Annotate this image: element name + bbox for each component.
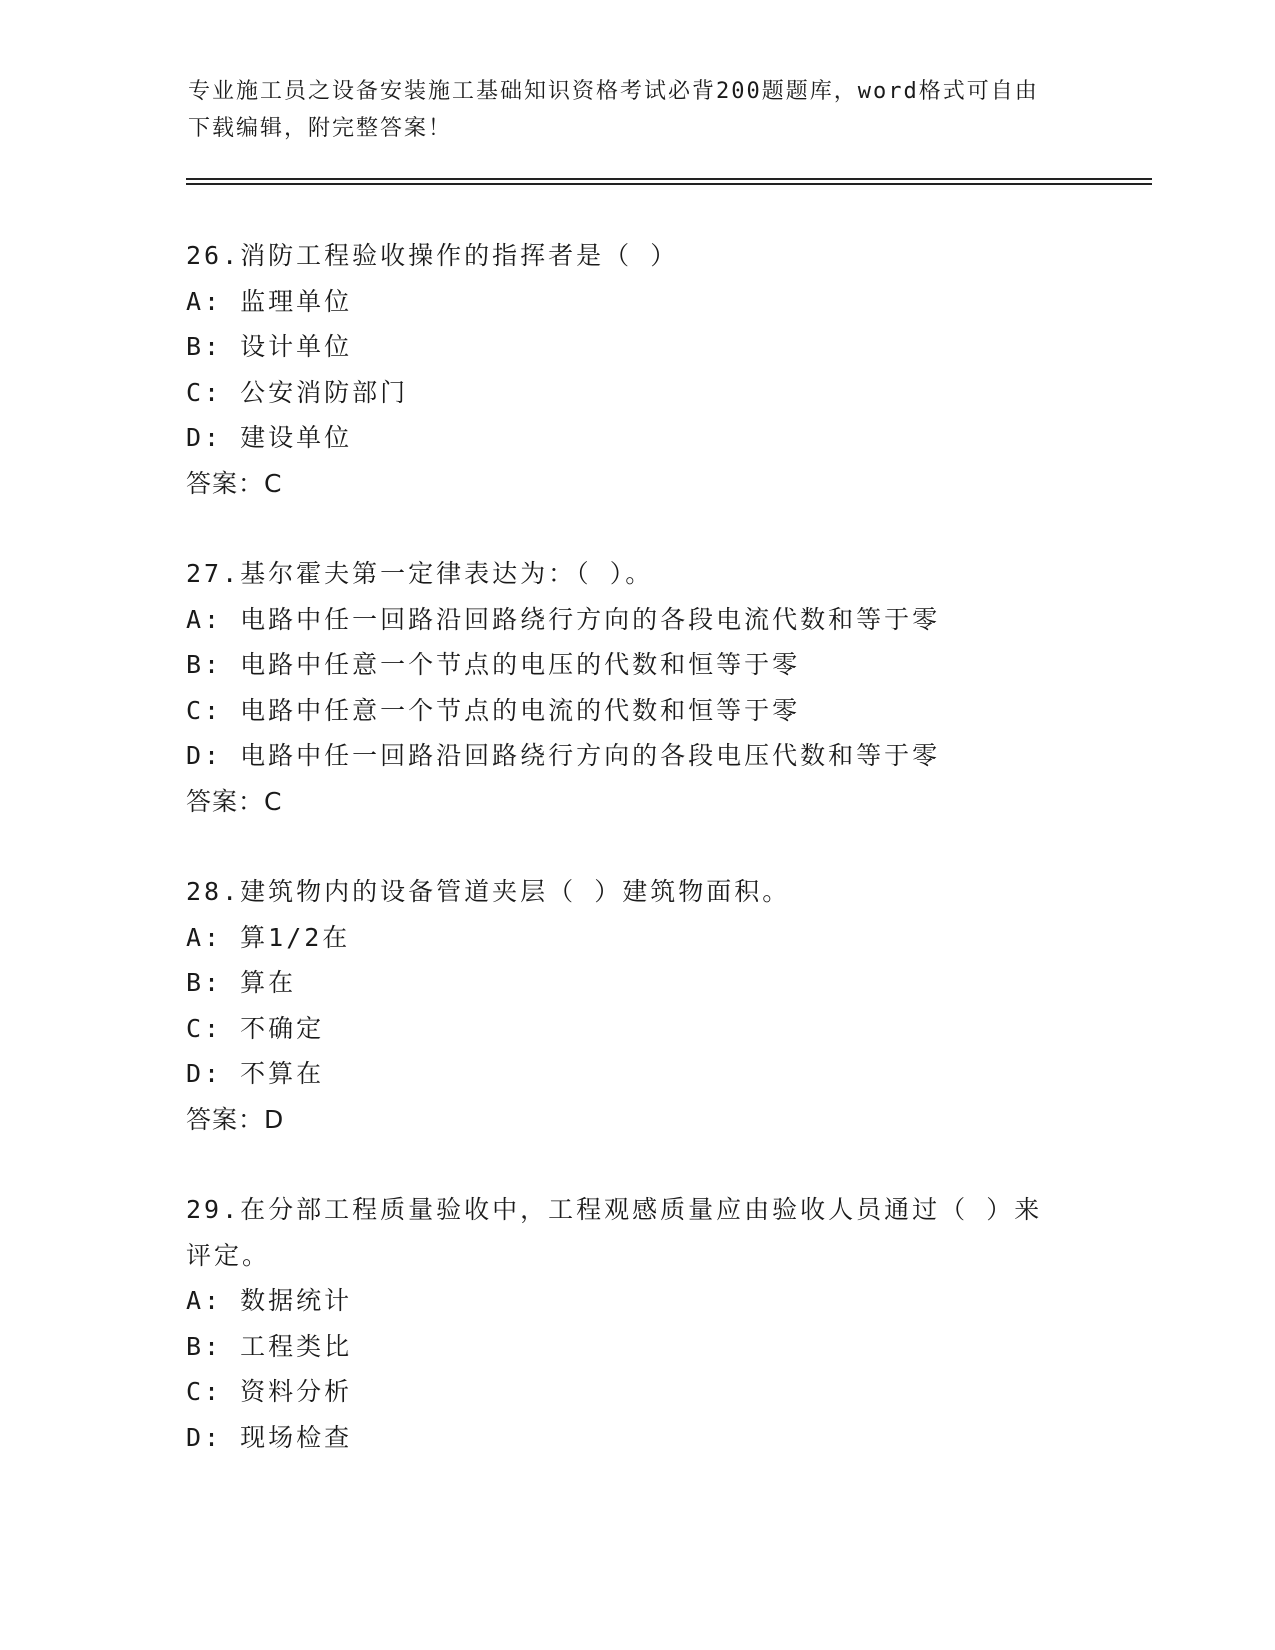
option-c: C: 不确定 xyxy=(186,1013,325,1043)
question-stem: 26.消防工程验收操作的指挥者是（ ） xyxy=(186,241,679,270)
answer-line: 答案：D xyxy=(186,1104,285,1134)
question-29 xyxy=(186,1187,1086,1460)
option-d: D: 不算在 xyxy=(186,1059,325,1088)
option-b: B: 工程类比 xyxy=(186,1331,353,1361)
header-divider-bottom xyxy=(186,183,1152,185)
option-b: B: 设计单位 xyxy=(186,332,353,361)
answer-line: 答案：C xyxy=(186,468,283,498)
option-c: C: 公安消防部门 xyxy=(186,377,409,407)
header-divider-top xyxy=(186,178,1152,180)
option-d: D: 建设单位 xyxy=(186,423,353,452)
header-line-1: 专业施工员之设备安装施工基础知识资格考试必背200题题库，word格式可自由 xyxy=(188,79,1039,104)
option-a: A: 监理单位 xyxy=(186,286,353,316)
option-d: D: 现场检查 xyxy=(186,1422,353,1452)
option-c: C: 电路中任意一个节点的电流的代数和恒等于零 xyxy=(186,695,801,725)
answer-line: 答案：C xyxy=(186,786,283,816)
question-stem-line-1: 29.在分部工程质量验收中，工程观感质量应由验收人员通过（ ）来 xyxy=(186,1195,1043,1224)
question-26 xyxy=(186,233,1086,506)
question-stem-line-2: 评定。 xyxy=(186,1240,271,1270)
option-b: B: 算在 xyxy=(186,968,297,997)
document-header xyxy=(188,73,1088,147)
option-a: A: 算1/2在 xyxy=(186,922,351,952)
header-line-2: 下载编辑，附完整答案！ xyxy=(188,116,453,141)
option-a: A: 数据统计 xyxy=(186,1286,353,1315)
option-a: A: 电路中任一回路沿回路绕行方向的各段电流代数和等于零 xyxy=(186,604,941,634)
question-27 xyxy=(186,551,1086,824)
option-d: D: 电路中任一回路沿回路绕行方向的各段电压代数和等于零 xyxy=(186,741,941,770)
option-c: C: 资料分析 xyxy=(186,1377,353,1406)
question-list xyxy=(186,233,1086,1505)
option-b: B: 电路中任意一个节点的电压的代数和恒等于零 xyxy=(186,650,801,679)
question-stem: 28.建筑物内的设备管道夹层（ ）建筑物面积。 xyxy=(186,877,791,906)
question-stem: 27.基尔霍夫第一定律表达为：（ ）。 xyxy=(186,559,654,588)
question-28 xyxy=(186,869,1086,1142)
